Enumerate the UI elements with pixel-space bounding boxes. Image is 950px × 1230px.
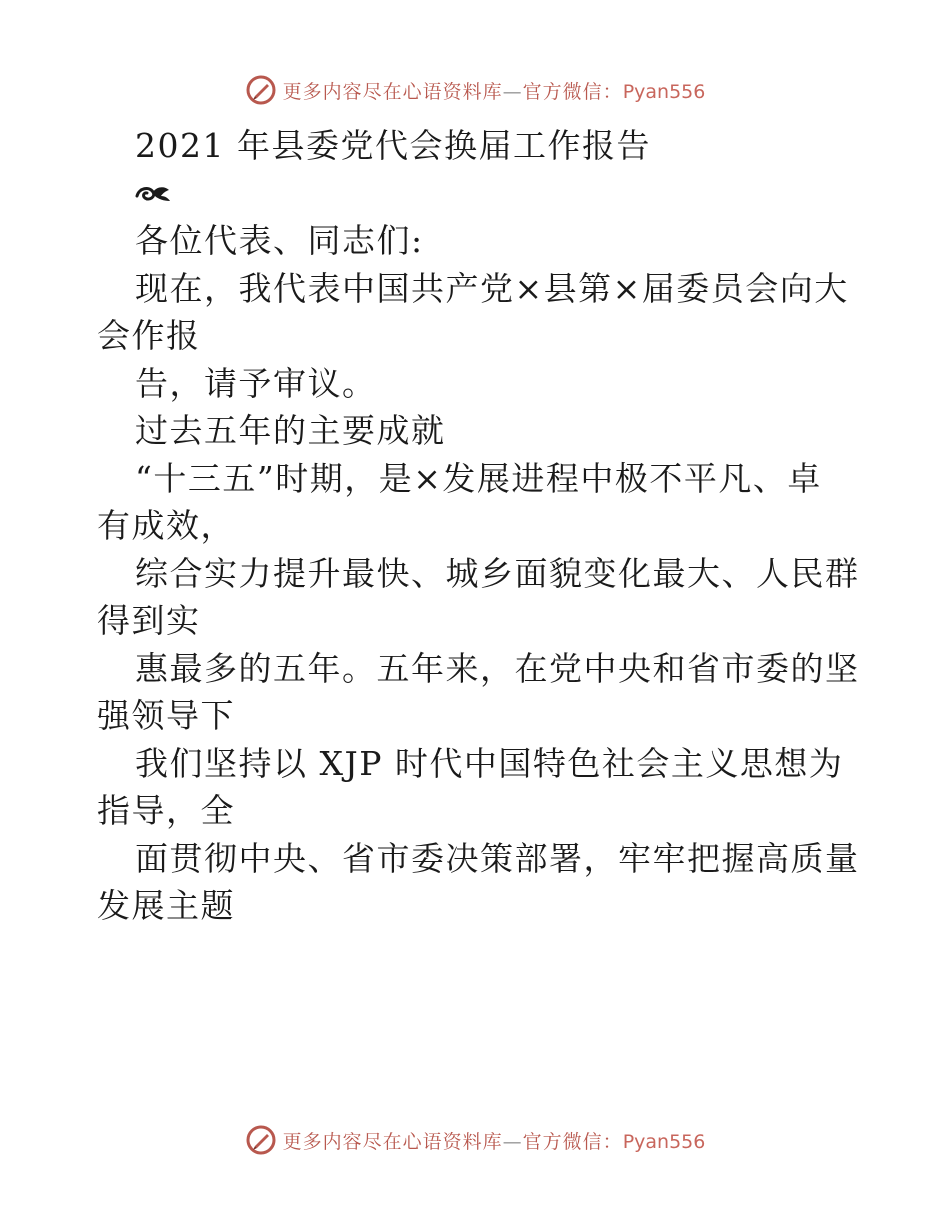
document-lines bbox=[97, 217, 860, 930]
header-banner-dash: — bbox=[502, 80, 523, 103]
document-line: 我们坚持以 XJP 时代中国特色社会主义思想为 bbox=[135, 743, 844, 783]
document-line: 现在，我代表中国共产党×县第×届委员会向大 bbox=[135, 268, 849, 308]
document-line: 告，请予审议。 bbox=[135, 363, 377, 403]
document-line: 强领导下 bbox=[97, 696, 235, 735]
document-line: 各位代表、同志们: bbox=[135, 221, 424, 260]
document-line: 得到实 bbox=[97, 601, 201, 640]
document-line: 惠最多的五年。五年来，在党中央和省市委的坚 bbox=[135, 648, 860, 688]
pen-logo-icon bbox=[245, 1124, 277, 1156]
footer-banner-wechat-handle: Pyan556 bbox=[622, 1130, 706, 1153]
document-line: 指导，全 bbox=[97, 791, 235, 830]
footer-banner bbox=[0, 1120, 950, 1160]
document-line: 综合实力提升最快、城乡面貌变化最大、人民群 bbox=[135, 553, 860, 593]
footer-banner-slogan: 更多内容尽在心语资料库 bbox=[282, 1130, 503, 1153]
document-line: 过去五年的主要成就 bbox=[135, 411, 446, 450]
header-banner-wechat-label: 官方微信： bbox=[522, 80, 623, 103]
header-banner-wechat-handle: Pyan556 bbox=[622, 80, 706, 103]
footer-banner-wechat-label: 官方微信： bbox=[522, 1130, 623, 1153]
header-banner-slogan: 更多内容尽在心语资料库 bbox=[282, 80, 503, 103]
document-body bbox=[97, 122, 860, 930]
footer-banner-text bbox=[283, 1127, 706, 1154]
fleuron-ornament-icon bbox=[133, 172, 175, 214]
document-line: 面贯彻中央、省市委决策部署，牢牢把握高质量 bbox=[135, 838, 860, 878]
header-banner bbox=[0, 70, 950, 110]
document-line: 发展主题 bbox=[97, 886, 235, 925]
document-title: 2021 年县委党代会换届工作报告 bbox=[135, 126, 651, 165]
document-line: 会作报 bbox=[97, 316, 201, 355]
header-banner-text bbox=[283, 77, 706, 104]
pen-logo-icon bbox=[245, 74, 277, 106]
footer-banner-dash: — bbox=[502, 1130, 523, 1153]
document-line: 有成效， bbox=[97, 506, 235, 545]
ornament-row bbox=[97, 170, 857, 218]
document-line: “十三五”时期，是×发展进程中极不平凡、卓 bbox=[135, 458, 822, 498]
